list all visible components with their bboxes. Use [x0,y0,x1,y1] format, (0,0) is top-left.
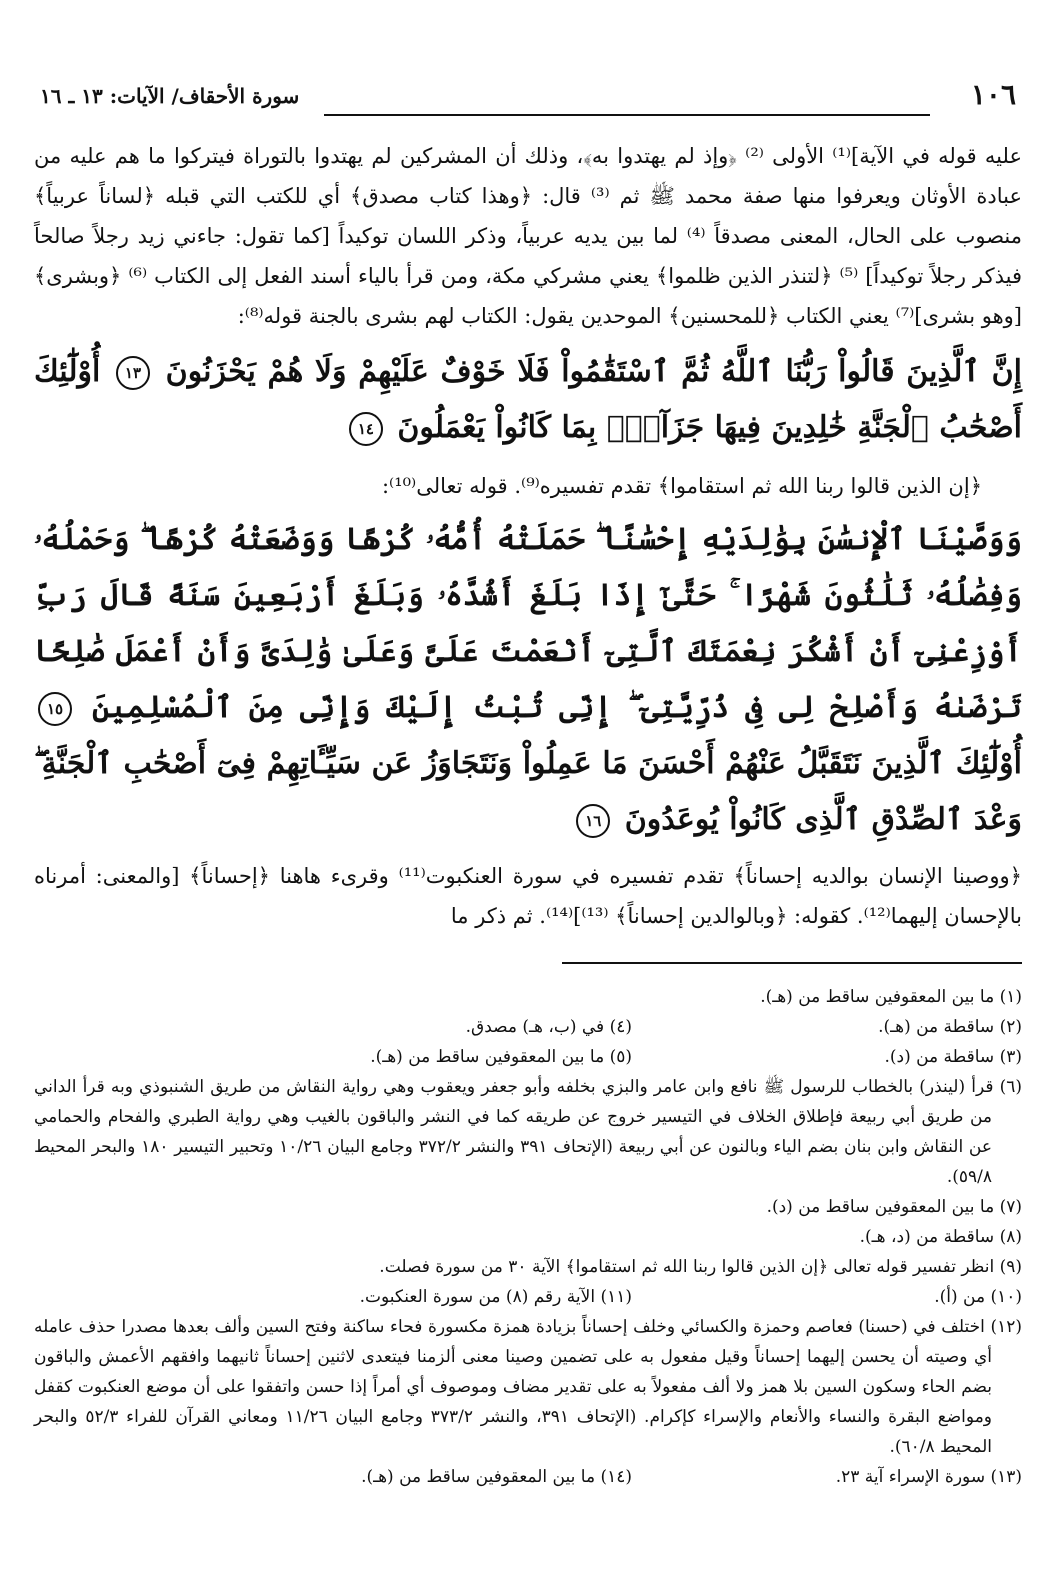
footnote-9: (٩) انظر تفسير قوله تعالى ﴿إن الذين قالوا ربنا الله ثم استقاموا﴾ الآية ٣٠ من سورة فصلت. [379,1257,1022,1277]
running-title: سورة الأحقاف/ الآيات: ١٣ ـ ١٦ [40,84,300,108]
footnote-row-13-14 [34,1462,1022,1492]
footnote-row-10-11 [34,1282,1022,1312]
commentary-paragraph-2-wrap [34,466,1022,506]
ayah-marker-14: ١٤ [349,412,383,446]
footnote-14: (١٤) ما بين المعقوفين ساقط من (هـ). [361,1467,632,1487]
footnotes [34,982,1022,1492]
quran-block-2 [34,512,1022,848]
footnote-6: (٦) قرأ (لينذر) بالخطاب للرسول ﷺ نافع وابن عامر والبزي بخلفه وأبو جعفر ويعقوب وهي رواية النقاش من طريق الشنبوذي وبه قرأ الداني من طريق أبي ربيعة فإطلاق الخلاف في التيسير خروج عن طريقه كما في النشر والباقون بالغيب وهي رواية الطبري والفحام والحمامي عن النقاش وابن بنان بضم الياء وبالنون عن أبي ربيعة (الإتحاف ٣٩١ والنشر ٣٧٢/٢ وجامع البيان ١٠/٢٦ وتحبير التيسير ١٨٠ والبحر المحيط ٥٩/٨). [34,1077,1022,1187]
ayah-marker-13: ١٣ [116,356,150,390]
footnote-7: (٧) ما بين المعقوفين ساقط من (د). [766,1197,1022,1217]
header-rule-gap-right [930,112,1022,117]
footnote-12: (١٢) اختلف في (حسنا) فعاصم وحمزة والكسائي وخلف إحساناً بزيادة همزة مكسورة فحاء ساكنة وفتح السين وألف بعدها مصدرا حذف عامله أي وصيته أن يحسن إليهما إحساناً وقيل مفعول به على تضمين وصينا معنى ألزمنا فيتعدى لاثنين إحساناً ثانيهما وافقهم الأعمش والباقون بضم الحاء وسكون السين بلا همز ولا ألف مفعولاً به على تقدير مضاف وموصوف أي أمراً إذا حسن واتفقوا على أن موضع العنكبوت كقفل ومواضع البقرة والنساء والأنعام والإسراء كإكرام. (الإتحاف ٣٩١، والنشر ٣٧٣/٢ وجامع البيان ١١/٢٦ ومعاني القرآن للفراء ٥٢/٣ والبحر المحيط ٦٠/٨). [34,1317,1022,1457]
footnote-row-3-5 [34,1042,1022,1072]
main-text-2 [34,856,1022,936]
footnote-8: (٨) ساقطة من (د، هـ). [859,1227,1022,1247]
footnote-row-2-4 [34,1012,1022,1042]
footnote-1: (١) ما بين المعقوفين ساقط من (هـ). [760,987,1022,1007]
footnote-4: (٤) في (ب، هـ) مصدق. [465,1017,632,1037]
verse-16-text: أُوْلَٰٓئِكَ ٱلَّذِينَ نَتَقَبَّلُ عَنْهُمْ أَحْسَنَ مَا عَمِلُواْ وَنَتَجَاوَزُ عَن سَيِّـَٔاتِهِمْ فِىٓ أَصْحَٰبِ ٱلْجَنَّةِ ۖ وَعْدَ ٱلصِّدْقِ ٱلَّذِى كَانُواْ يُوعَدُونَ [34,746,1022,837]
page-header [34,78,1022,116]
page-number: ١٠٦ [970,78,1016,111]
commentary-paragraph-3: ﴿ووصينا الإنسان بوالديه إحساناً﴾ تقدم تفسيره في سورة العنكبوت⁽¹¹⁾ وقرىء هاهنا ﴿إحساناً﴾ [والمعنى: أمرناه بالإحسان إليهما⁽¹²⁾. كقوله: ﴿وبالوالدين إحساناً﴾ ⁽¹³⁾]⁽¹⁴⁾. ثم ذكر ما [34,864,1022,928]
footnote-5: (٥) ما بين المعقوفين ساقط من (هـ). [370,1047,632,1067]
footnote-13: (١٣) سورة الإسراء آية ٢٣. [835,1467,1022,1487]
verse-13-text: إِنَّ ٱلَّذِينَ قَالُواْ رَبُّنَا ٱللَّهُ ثُمَّ ٱسْتَقَٰمُواْ فَلَا خَوْفٌ عَلَيْهِمْ وَلَا هُمْ يَحْزَنُونَ [165,354,1022,389]
ayah-marker-15: ١٥ [38,692,72,726]
header-rule-gap-left [34,112,324,117]
footnote-3: (٣) ساقطة من (د). [884,1047,1022,1067]
footnote-2: (٢) ساقطة من (هـ). [878,1017,1022,1037]
footnote-separator [562,962,1022,964]
footnote-10: (١٠) من (أ). [934,1287,1022,1307]
commentary-paragraph-2: ﴿إن الذين قالوا ربنا الله ثم استقاموا﴾ تقدم تفسيره⁽⁹⁾. قوله تعالى⁽¹⁰⁾: [381,474,982,498]
commentary-paragraph-1: عليه قوله في الآية]⁽¹⁾ الأولى ⁽²⁾ ﴿وإذ لم يهتدوا به﴾، وذلك أن المشركين لم يهتدوا بالتوراة فيتركوا ما هم عليه من عبادة الأوثان ويعرفوا منها صفة محمد ﷺ ثم ⁽³⁾ قال: ﴿وهذا كتاب مصدق﴾ أي للكتب التي قبله ﴿لساناً عربياً﴾ منصوب على الحال، المعنى مصدقاً ⁽⁴⁾ لما بين يديه عربياً، وذكر اللسان توكيداً [كما تقول: جاءني زيد رجلاً صالحاً فيذكر رجلاً توكيداً] ⁽⁵⁾ ﴿لتنذر الذين ظلموا﴾ يعني مشركي مكة، ومن قرأ بالياء أسند الفعل إلى الكتاب ⁽⁶⁾ ﴿وبشرى﴾ [وهو بشرى]⁽⁷⁾ يعني الكتاب ﴿للمحسنين﴾ الموحدين يقول: الكتاب لهم بشرى بالجنة قوله⁽⁸⁾: [34,144,1023,328]
ayah-marker-16: ١٦ [576,804,610,838]
main-text [34,136,1022,336]
quran-block-1 [34,344,1022,456]
footnote-11: (١١) الآية رقم (٨) من سورة العنكبوت. [359,1287,632,1307]
verse-14-text: أُوْلَٰٓئِكَ أَصْحَٰبُ ٱلْجَنَّةِ خَٰلِدِينَ فِيهَا جَزَآءًۢ بِمَا كَانُواْ يَعْمَلُونَ [34,354,1022,445]
verse-15-text: وَوَصَّيْنَا ٱلْإِنسَٰنَ بِوَٰلِدَيْهِ إِحْسَٰنًا ۖ حَمَلَتْهُ أُمُّهُۥ كُرْهًا وَوَضَعَتْهُ كُرْهًا ۖ وَحَمْلُهُۥ وَفِصَٰلُهُۥ ثَلَٰثُونَ شَهْرًا ۚ حَتَّىٰٓ إِذَا بَلَغَ أَشُدَّهُۥ وَبَلَغَ أَرْبَعِينَ سَنَةً قَالَ رَبِّ أَوْزِعْنِىٓ أَنْ أَشْكُرَ نِعْمَتَكَ ٱلَّتِىٓ أَنْعَمْتَ عَلَىَّ وَعَلَىٰ وَٰلِدَىَّ وَأَنْ أَعْمَلَ صَٰلِحًا تَرْضَىٰهُ وَأَصْلِحْ لِى فِى ذُرِّيَّتِىٓ ۖ إِنِّى تُبْتُ إِلَيْكَ وَإِنِّى مِنَ ٱلْمُسْلِمِينَ [34,522,1022,725]
